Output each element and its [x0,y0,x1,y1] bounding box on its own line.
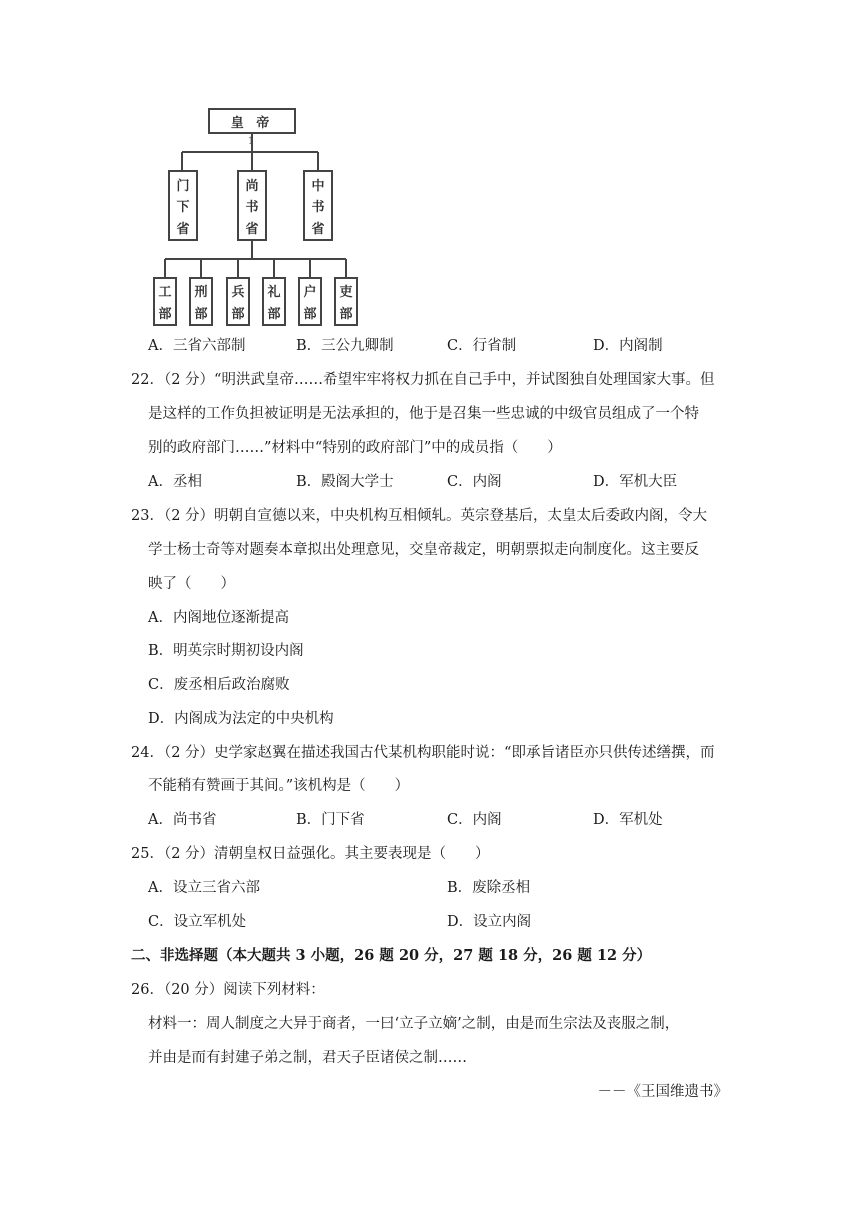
diagram-connectors [0,0,860,340]
box-char: 门 [176,178,190,194]
box-char: 部 [303,306,317,322]
box-char: 尚 [245,178,259,194]
question-text-line: 25．（2 分）清朝皇权日益强化。其主要表现是（ ） [131,846,490,862]
ministry-bing-box [226,277,250,326]
question-intro: 26．（20 分）阅读下列材料： [131,982,325,998]
material-line: 材料一：周人制度之大异于商者，一曰‘立子立嫡’之制，由是而生宗法及丧服之制， [148,1016,680,1032]
q21-option-c[interactable]: C．行省制 [447,338,517,354]
q22-option-c[interactable]: C．内阁 [447,474,502,490]
q25-option-c[interactable]: C．设立军机处 [148,914,247,930]
q22-option-d[interactable]: D．军机大臣 [593,474,678,490]
q21-option-d[interactable]: D．内阁制 [593,338,663,354]
box-char: 刑 [194,285,208,301]
ministry-li-personnel-box [334,277,358,326]
arrow-label: 1 [248,136,255,147]
question-text-line: 23．（2 分）明朝自宣德以来，中央机构互相倾轧。英宗登基后，太皇太后委政内阁，令大 [131,508,708,524]
box-char: 吏 [339,285,353,301]
box-char: 工 [158,285,172,301]
province-shangshu-box [237,170,267,241]
box-char: 礼 [267,285,281,301]
box-char: 下 [176,200,190,215]
box-char: 户 [303,285,317,301]
material-source: －－《王国维遗书》 [597,1084,728,1100]
ministry-gong-box [153,277,177,326]
ministry-li-rites-box [262,277,286,326]
material-line: 并由是而有封建子弟之制，君天子臣诸侯之制…… [148,1050,467,1066]
box-char: 省 [311,221,325,237]
ministry-hu-box [298,277,322,326]
question-text-line: 24．（2 分）史学家赵翼在描述我国古代某机构职能时说：“即承旨诸臣亦只供传述缮撰，而 [131,745,715,761]
box-char: 省 [245,221,259,237]
q23-option-b[interactable]: B．明英宗时期初设内阁 [148,643,304,659]
q24-option-c[interactable]: C．内阁 [447,812,502,828]
province-zhongshu-box [303,170,333,241]
q23-option-c[interactable]: C．废丞相后政治腐败 [148,677,290,693]
box-char: 中 [311,178,325,194]
box-char: 部 [339,306,353,322]
question-text-line: 是这样的工作负担被证明是无法承担的，他于是召集一些忠诚的中级官员组成了一个特 [148,406,699,422]
question-text-line: 映了（ ） [148,576,235,592]
box-char: 省 [176,221,190,237]
q23-option-a[interactable]: A．内阁地位逐渐提高 [148,610,289,626]
q25-option-b[interactable]: B．废除丞相 [447,880,531,896]
box-char: 部 [158,306,172,322]
q25-option-a[interactable]: A．设立三省六部 [148,880,260,896]
question-text-line: 别的政府部门……”材料中“特别的政府部门”中的成员指（ ） [148,440,562,456]
emperor-box [208,108,296,134]
q24-option-d[interactable]: D．军机处 [593,812,663,828]
q24-option-b[interactable]: B．门下省 [296,812,365,828]
q21-option-a[interactable]: A．三省六部制 [148,338,246,354]
q22-option-a[interactable]: A．丞相 [148,474,202,490]
q25-option-d[interactable]: D．设立内阁 [447,914,532,930]
province-menxia-box [168,170,198,241]
box-char: 部 [267,306,281,322]
question-text-line: 不能稍有赞画于其间。”该机构是（ ） [148,778,410,794]
ministry-xing-box [189,277,213,326]
q22-option-b[interactable]: B．殿阁大学士 [296,474,394,490]
q24-option-a[interactable]: A．尚书省 [148,812,217,828]
box-char: 部 [231,306,245,322]
box-char: 兵 [231,285,245,301]
box-char: 书 [311,200,325,215]
box-char: 部 [194,306,208,322]
emperor-label: 皇 帝 [230,115,274,131]
section-heading: 二、非选择题（本大题共 3 小题，26 题 20 分，27 题 18 分，26 题 12 分） [131,947,652,964]
q21-option-b[interactable]: B．三公九卿制 [296,338,394,354]
question-text-line: 22．（2 分）“明洪武皇帝……希望牢牢将权力抓在自己手中，并试图独自处理国家大事。但 [131,372,715,388]
box-char: 书 [245,200,259,215]
question-text-line: 学士杨士奇等对题奏本章拟出处理意见，交皇帝裁定，明朝票拟走向制度化。这主要反 [148,542,699,558]
q23-option-d[interactable]: D．内阁成为法定的中央机构 [148,711,334,727]
